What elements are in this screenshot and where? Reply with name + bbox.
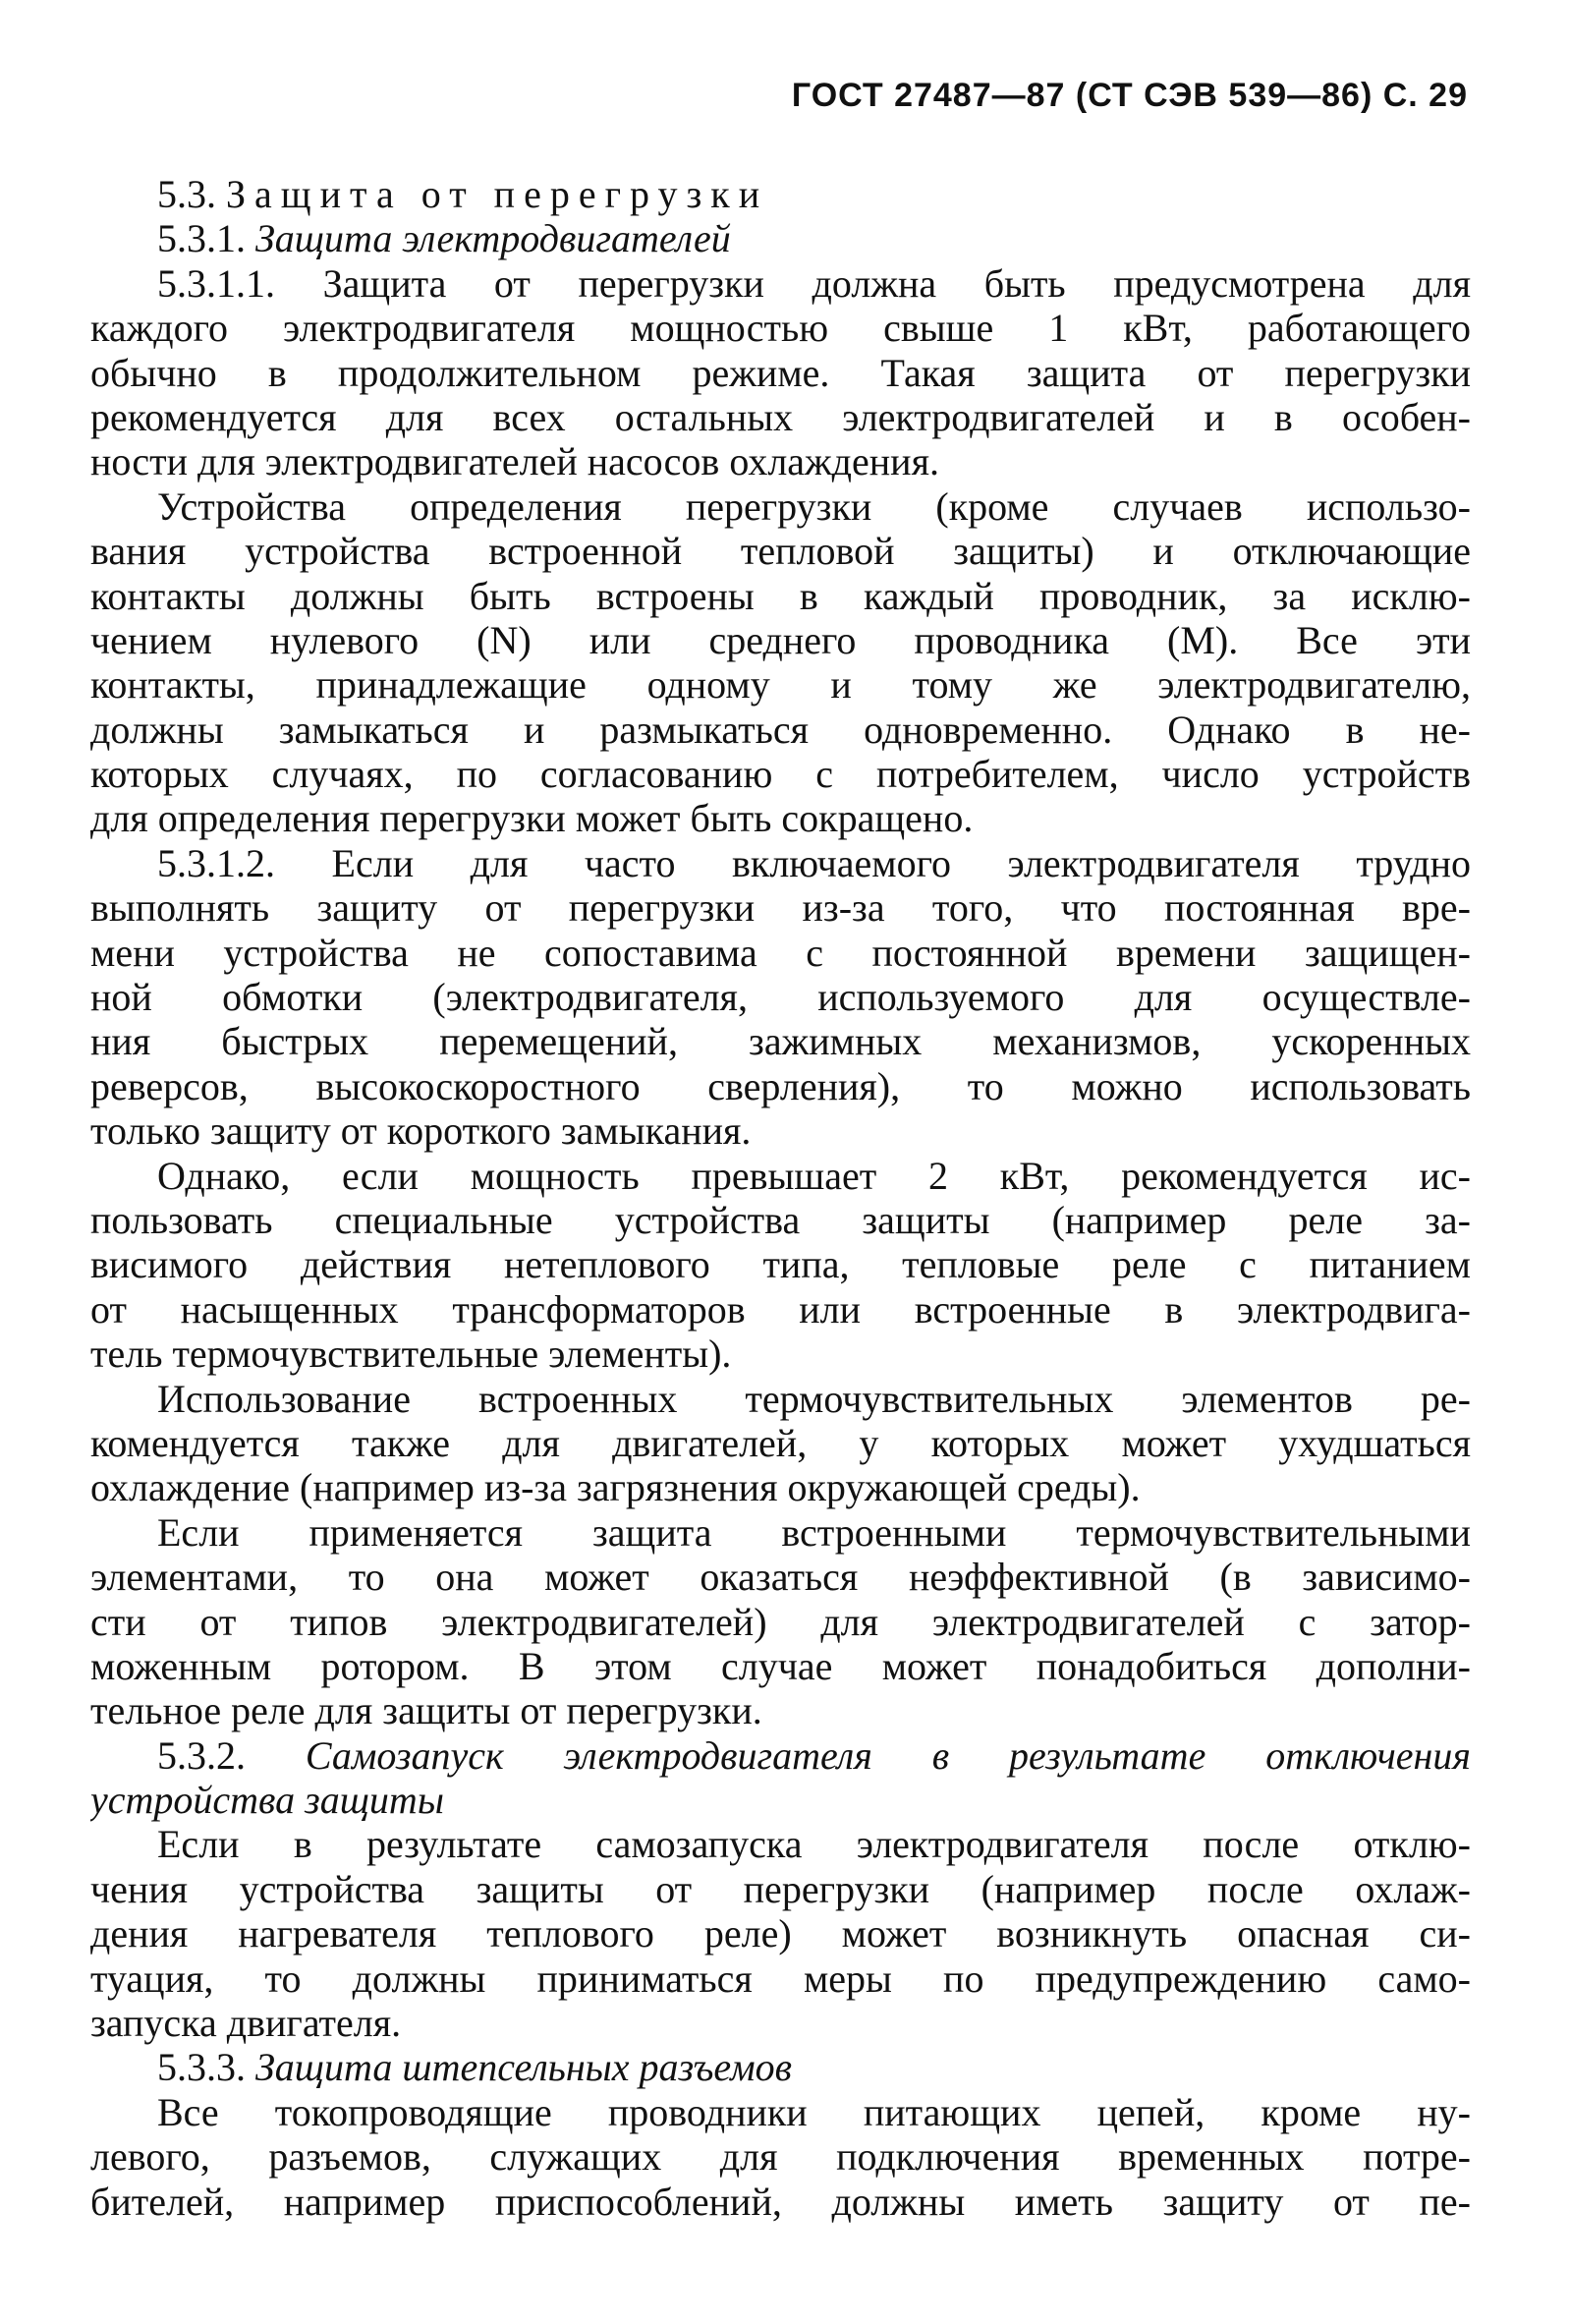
text-line: контакты, принадлежащие одному и тому же электродвигателю, xyxy=(90,662,1471,708)
section-number: 5.3.3. xyxy=(157,2045,246,2090)
paragraph-socket-protection xyxy=(90,2090,1471,2224)
text-line: 5.3.1.2. Если для часто включаемого электродвигателя трудно xyxy=(157,840,1471,885)
paragraph-self-start xyxy=(90,1822,1471,2045)
text-line: рекомендуется для всех остальных электродвигателей и в особен- xyxy=(90,394,1471,439)
text-line: левого, разъемов, служащих для подключения временных потре- xyxy=(90,2134,1471,2180)
text-line: охлаждение (например из-за загрязнения окружающей среды). xyxy=(90,1465,1141,1510)
text-line: Использование встроенных термочувствительных элементов ре- xyxy=(157,1376,1471,1421)
text-line: для определения перегрузки может быть сокращено. xyxy=(90,796,974,841)
document-body xyxy=(90,172,1471,2224)
text-line: выполнять защиту от перегрузки из-за того, что постоянная вре- xyxy=(90,885,1471,931)
paragraph-power-over-2kw xyxy=(90,1154,1471,1377)
paragraph-locked-rotor xyxy=(90,1510,1471,1733)
text-line: Однако, если мощность превышает 2 кВт, рекомендуется ис- xyxy=(157,1153,1471,1198)
text-line: тель термочувствительные элементы). xyxy=(90,1332,732,1377)
text-line: реверсов, высокоскоростного сверления), то можно использовать xyxy=(90,1063,1471,1108)
text-line: комендуется также для двигателей, у которых может ухудшаться xyxy=(90,1420,1471,1465)
section-title: Защита от перегрузки xyxy=(226,172,769,216)
text-line: сти от типов электродвигателей) для электродвигателей с затор- xyxy=(90,1599,1471,1644)
text-line: должны замыкаться и размыкаться одновременно. Однако в не- xyxy=(90,707,1471,752)
section-title: Защита штепсельных разъемов xyxy=(255,2045,793,2090)
text-line: вания устройства встроенной тепловой защиты) и отключающие xyxy=(90,529,1471,574)
text-line: обычно в продолжительном режиме. Такая защита от перегрузки xyxy=(90,350,1471,395)
section-number: 5.3.1. xyxy=(157,216,246,261)
paragraph-overload-devices xyxy=(90,484,1471,841)
text-line: тельное реле для защиты от перегрузки. xyxy=(90,1688,762,1733)
page-header: ГОСТ 27487—87 (СТ СЭВ 539—86) С. 29 xyxy=(791,77,1468,114)
text-line: чением нулевого (N) или среднего проводника (М). Все эти xyxy=(90,617,1471,662)
paragraph-5-3-1-2 xyxy=(90,841,1471,1154)
text-line: ности для электродвигателей насосов охлаждения. xyxy=(90,439,939,484)
section-title: Защита электродвигателей xyxy=(255,216,731,261)
text-line: которых случаях, по согласованию с потребителем, число устройств xyxy=(90,752,1471,797)
text-line: Если применяется защита встроенными термочувствительными xyxy=(157,1509,1471,1555)
paragraph-thermal-elements xyxy=(90,1377,1471,1510)
section-number: 5.3.2. xyxy=(157,1732,246,1778)
text-line: туация, то должны приниматься меры по предупреждению само- xyxy=(90,1956,1471,2001)
section-heading-5-3-2 xyxy=(90,1733,1471,1778)
text-line: дения нагревателя теплового реле) может возникнуть опасная си- xyxy=(90,1911,1471,1956)
text-line: бителей, например приспособлений, должны иметь защиту от пе- xyxy=(90,2179,1471,2224)
text-line: элементами, то она может оказаться неэффективной (в зависимо- xyxy=(90,1555,1471,1600)
text-line: 5.3.1.1. Защита от перегрузки должна быть предусмотрена для xyxy=(157,260,1471,306)
text-line: Все токопроводящие проводники питающих цепей, кроме ну- xyxy=(157,2089,1471,2134)
section-number: 5.3. xyxy=(157,172,216,216)
text-line: мени устройства не сопоставима с постоянной времени защищен- xyxy=(90,930,1471,975)
text-line: висимого действия нетеплового типа, тепловые реле с питанием xyxy=(90,1242,1471,1287)
section-title-continuation: устройства защиты xyxy=(90,1778,444,1823)
text-line: ния быстрых перемещений, зажимных механизмов, ускоренных xyxy=(90,1019,1471,1064)
text-line: пользовать специальные устройства защиты (например реле за- xyxy=(90,1197,1471,1242)
text-line: чения устройства защиты от перегрузки (например после охлаж- xyxy=(90,1866,1471,1911)
text-line: моженным ротором. В этом случае может понадобиться дополни- xyxy=(90,1643,1471,1688)
text-line: Если в результате самозапуска электродвигателя после отклю- xyxy=(157,1822,1471,1867)
section-heading-5-3-1 xyxy=(90,216,1471,260)
section-heading-5-3-3 xyxy=(90,2045,1471,2089)
text-line: каждого электродвигателя мощностью свыше 1 кВт, работающего xyxy=(90,306,1471,351)
text-line: ной обмотки (электродвигателя, используемого для осуществле- xyxy=(90,975,1471,1020)
section-heading-5-3 xyxy=(90,172,1471,216)
paragraph-5-3-1-1 xyxy=(90,261,1471,484)
text-line: контакты должны быть встроены в каждый проводник, за исклю- xyxy=(90,573,1471,618)
text-line: от насыщенных трансформаторов или встроенные в электродвига- xyxy=(90,1286,1471,1332)
text-line: Устройства определения перегрузки (кроме случаев использо- xyxy=(157,483,1471,529)
text-line: запуска двигателя. xyxy=(90,2001,402,2046)
section-title: Самозапуск электродвигателя в результате отключения xyxy=(305,1732,1471,1778)
text-line: только защиту от короткого замыкания. xyxy=(90,1108,752,1154)
